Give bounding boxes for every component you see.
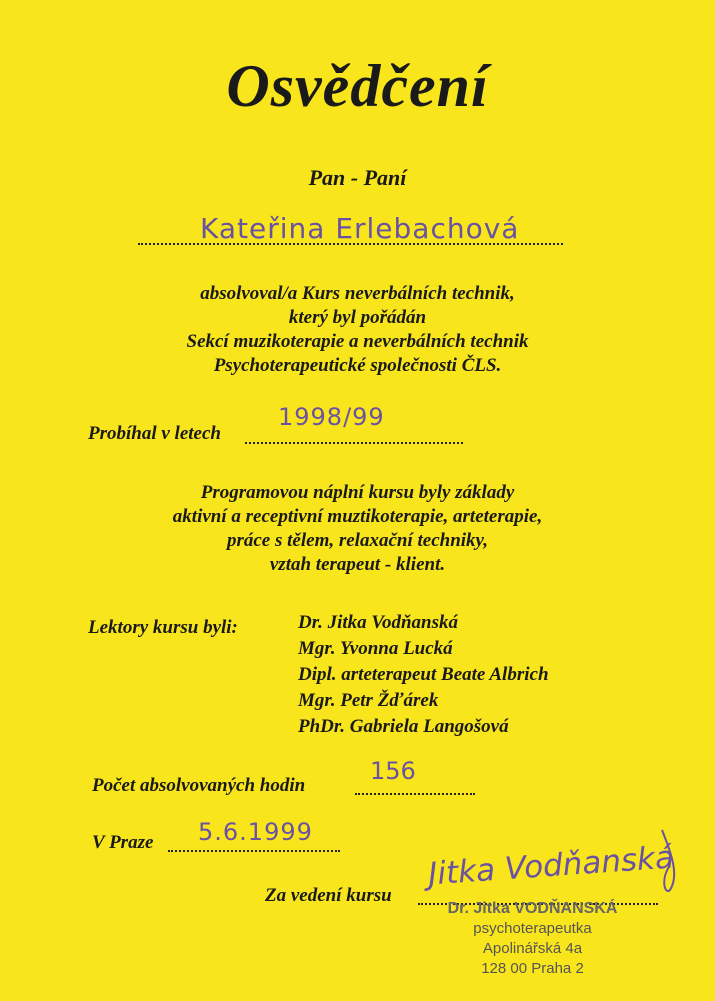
course-line: Sekcí muzikoterapie a neverbálních technik xyxy=(186,331,529,352)
course-description xyxy=(0,282,715,378)
stamp-name: Dr. Jitka VODŇANSKÁ xyxy=(447,900,618,917)
participant-name: Kateřina Erlebachová xyxy=(200,212,520,245)
official-stamp xyxy=(420,899,645,979)
date-dotted-line xyxy=(168,850,340,852)
hours-dotted-line xyxy=(355,793,475,795)
hours-label: Počet absolvovaných hodin xyxy=(92,775,306,796)
handwritten-signature: Jitka Vodňanská xyxy=(427,839,676,893)
stamp-line: psychoterapeutka xyxy=(473,920,592,937)
lecturer-name: Dr. Jitka Vodňanská xyxy=(298,612,458,633)
salutation: Pan - Paní xyxy=(308,165,407,190)
years-dotted-line xyxy=(245,442,463,444)
place-label: V Praze xyxy=(92,832,154,853)
lecturers-list xyxy=(298,610,549,740)
lecturer-name: Dipl. arteterapeut Beate Albrich xyxy=(298,664,549,685)
years-value: 1998/99 xyxy=(278,403,385,431)
program-line: Programovou náplní kursu byly základy xyxy=(200,482,515,503)
stamp-line: 128 00 Praha 2 xyxy=(481,960,584,977)
lecturer-name: Mgr. Yvonna Lucká xyxy=(298,638,453,659)
lecturer-name: PhDr. Gabriela Langošová xyxy=(298,716,509,737)
course-line: který byl pořádán xyxy=(288,307,427,328)
program-line: práce s tělem, relaxační techniky, xyxy=(226,530,489,551)
course-line: absolvoval/a Kurs neverbálních technik, xyxy=(200,283,515,304)
hours-value: 156 xyxy=(370,757,416,785)
program-line: aktivní a receptivní muztikoterapie, arteterapie, xyxy=(172,506,543,527)
certificate-title: Osvědčení xyxy=(226,53,489,119)
program-description xyxy=(0,481,715,577)
program-line: vztah terapeut - klient. xyxy=(269,554,446,575)
course-line: Psychoterapeutické společnosti ČLS. xyxy=(213,355,502,376)
signature-flourish xyxy=(640,820,700,900)
lecturers-label: Lektory kursu byli: xyxy=(88,617,238,638)
signature-label: Za vedení kursu xyxy=(265,885,392,906)
date-value: 5.6.1999 xyxy=(198,818,313,846)
years-label: Probíhal v letech xyxy=(88,423,221,444)
lecturer-name: Mgr. Petr Žďárek xyxy=(298,690,439,711)
stamp-line: Apolinářská 4a xyxy=(482,940,583,957)
